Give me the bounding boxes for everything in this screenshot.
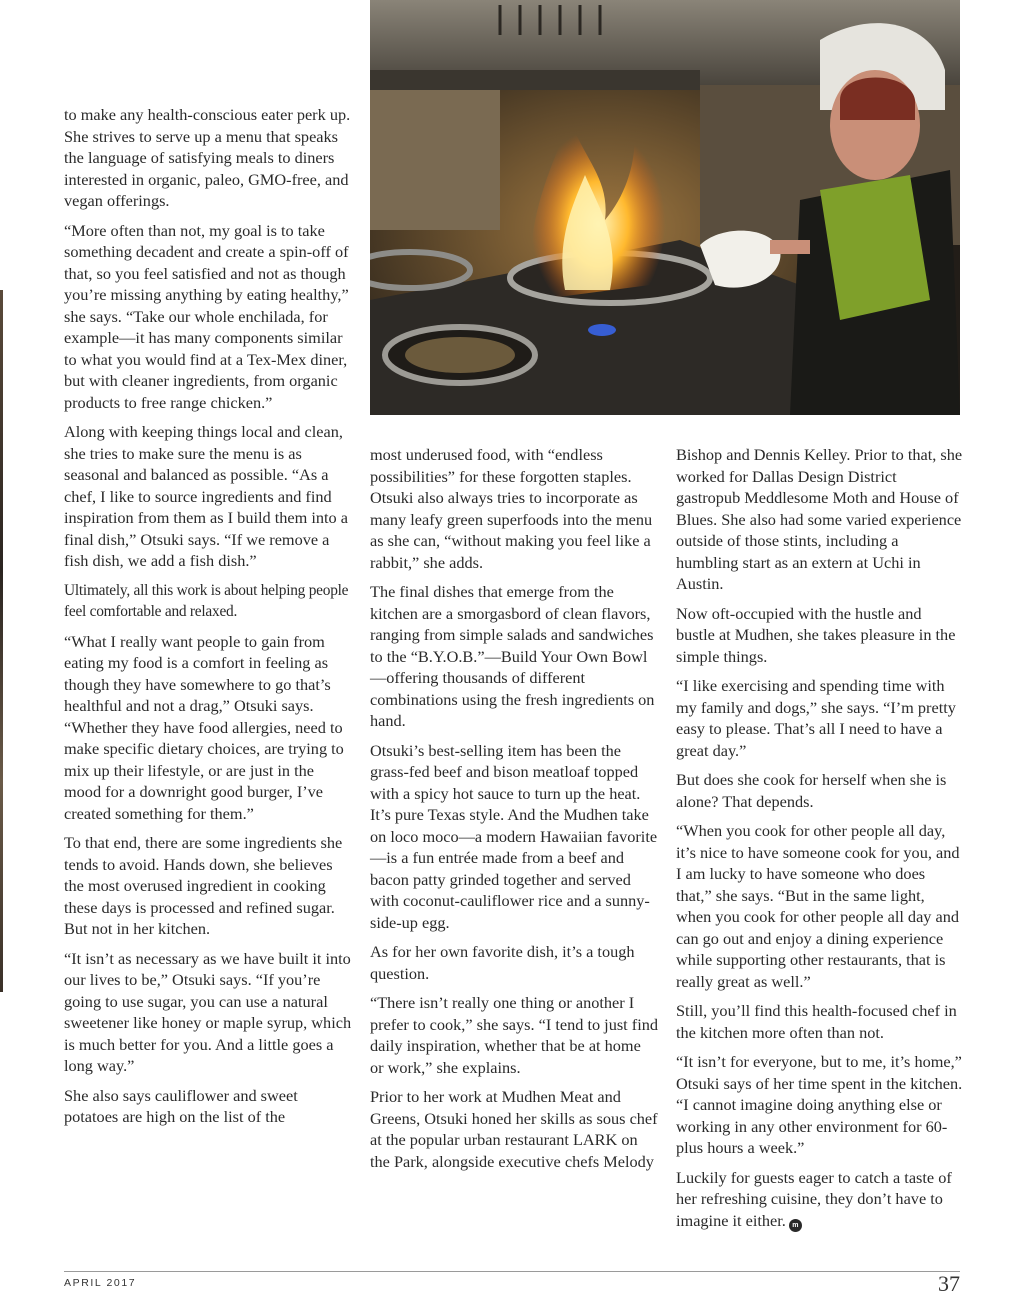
column1-paragraph-1: to make any health-conscious eater perk up. She strives to serve up a menu that speaks the language of satisfying meals to diners interested in organic, paleo, GMO-free, and vegan offerings. — [64, 105, 351, 210]
column1-paragraph-6: To that end, there are some ingredients she tends to avoid. Hands down, she believes the most overused ingredient in cooking these days is processed and refined sugar. But not in her kitchen. — [64, 833, 343, 938]
article-column-2 — [370, 444, 658, 1180]
article-column-3 — [676, 444, 964, 1240]
final-paragraph-text: Luckily for guests eager to catch a taste of her refreshing cuisine, they don’t have to imagine it either. — [676, 1167, 952, 1230]
page-number: 37 — [938, 1271, 960, 1296]
column1-paragraph-3: Along with keeping things local and clean, she tries to make sure the menu is as seasonal and balanced as possible. “As a chef, I like to source ingredients and find inspiration from them as I build them into a final dish,” Otsuki says. “If we remove a fish dish, we add a fish dish.” — [64, 422, 348, 570]
photo-illustration — [370, 0, 960, 415]
column3-paragraph-1: Bishop and Dennis Kelley. Prior to that, she worked for Dallas Design District gastropub Meddlesome Moth and House of Blues. She also had some varied experience outside of those stints, including a humbling start as an extern at Uchi in Austin. — [676, 445, 963, 593]
column1-paragraph-4: Ultimately, all this work is about helping people feel comfortable and relaxed. — [64, 581, 349, 620]
adjacent-page-photo-edge — [0, 290, 3, 992]
column3-paragraph-8 — [676, 1167, 964, 1232]
column1-paragraph-5: “What I really want people to gain from eating my food is a comfort in feeling as though they have somewhere to go that’s healthful and not a drag,” Otsuki says. “Whether they have food allergies, need to make specific dietary choices, are trying to mix up their lifestyle, or are just in the mood for a downright good burger, I’ve created something for them.” — [64, 631, 344, 823]
column3-paragraph-3: “I like exercising and spending time with my family and dogs,” she says. “I’m pretty easy to please. That’s all I need to have a great day.” — [676, 676, 956, 760]
chef-cooking-photo — [370, 0, 960, 415]
column3-paragraph-6: Still, you’ll find this health-focused chef in the kitchen more often than not. — [676, 1001, 957, 1042]
article-column-1 — [64, 104, 352, 1136]
column2-paragraph-3: Otsuki’s best-selling item has been the grass-fed beef and bison meatloaf topped with a spicy hot sauce to turn up the heat. It’s pure Texas style. And the Mudhen take on loco moco—a modern Hawaiian favorite—is a fun entrée made from a beef and bacon patty grinded together and served with coconut-cauliflower rice and a sunny-side-up egg. — [370, 740, 658, 932]
column3-paragraph-4: But does she cook for herself when she is alone? That depends. — [676, 770, 947, 811]
column3-paragraph-7: “It isn’t for everyone, but to me, it’s home,” Otsuki says of her time spent in the kitchen. “I cannot imagine doing anything else or working in any other environment for 60-plus hours a week.” — [676, 1052, 963, 1157]
column1-paragraph-2: “More often than not, my goal is to take something decadent and create a spin-off of that, so you feel satisfied and not as though you’re missing anything by eating healthy,” she says. “Take our whole enchilada, for example—it has many components similar to what you would find at a Tex-Mex diner, but with cleaner ingredients, from organic products to free range chicken.” — [64, 220, 349, 412]
column2-paragraph-2: The final dishes that emerge from the kitchen are a smorgasbord of clean flavors, ranging from simple salads and sandwiches to the “B.Y.O.B.”—Build Your Own Bowl—offering thousands of different combinations using the fresh ingredients on hand. — [370, 582, 655, 730]
column2-paragraph-4: As for her own favorite dish, it’s a tough question. — [370, 942, 635, 983]
issue-date: APRIL 2017 — [64, 1277, 137, 1289]
column1-paragraph-8: She also says cauliflower and sweet potatoes are high on the list of the — [64, 1085, 298, 1126]
column1-paragraph-7: “It isn’t as necessary as we have built it into our lives to be,” Otsuki says. “If you’re going to use sugar, you can use a natural sweetener like honey or maple syrup, which is much better for you. And a little goes a long way.” — [64, 948, 352, 1075]
column2-paragraph-1: most underused food, with “endless possibilities” for these forgotten staples. Otsuki also always tries to incorporate as many leafy green superfoods into the menu as she can, “without making you feel like a rabbit,” she adds. — [370, 445, 653, 572]
column2-paragraph-6: Prior to her work at Mudhen Meat and Greens, Otsuki honed her skills as sous chef at the popular urban restaurant LARK on the Park, alongside executive chefs Melody — [370, 1087, 658, 1171]
footer-divider — [64, 1271, 960, 1272]
column3-paragraph-2: Now oft-occupied with the hustle and bustle at Mudhen, she takes pleasure in the simple things. — [676, 603, 956, 666]
column3-paragraph-5: “When you cook for other people all day, it’s nice to have someone cook for you, and I am lucky to have someone who does that,” she says. “But in the same light, when you cook for other people all day and can go out and enjoy a dining experience while supporting other restaurants, that is really great as well.” — [676, 821, 960, 991]
column2-paragraph-5: “There isn’t really one thing or another I prefer to cook,” she says. “I tend to just find daily inspiration, whether that be at home or work,” she explains. — [370, 993, 659, 1077]
end-of-article-mark-icon: m — [789, 1219, 802, 1232]
